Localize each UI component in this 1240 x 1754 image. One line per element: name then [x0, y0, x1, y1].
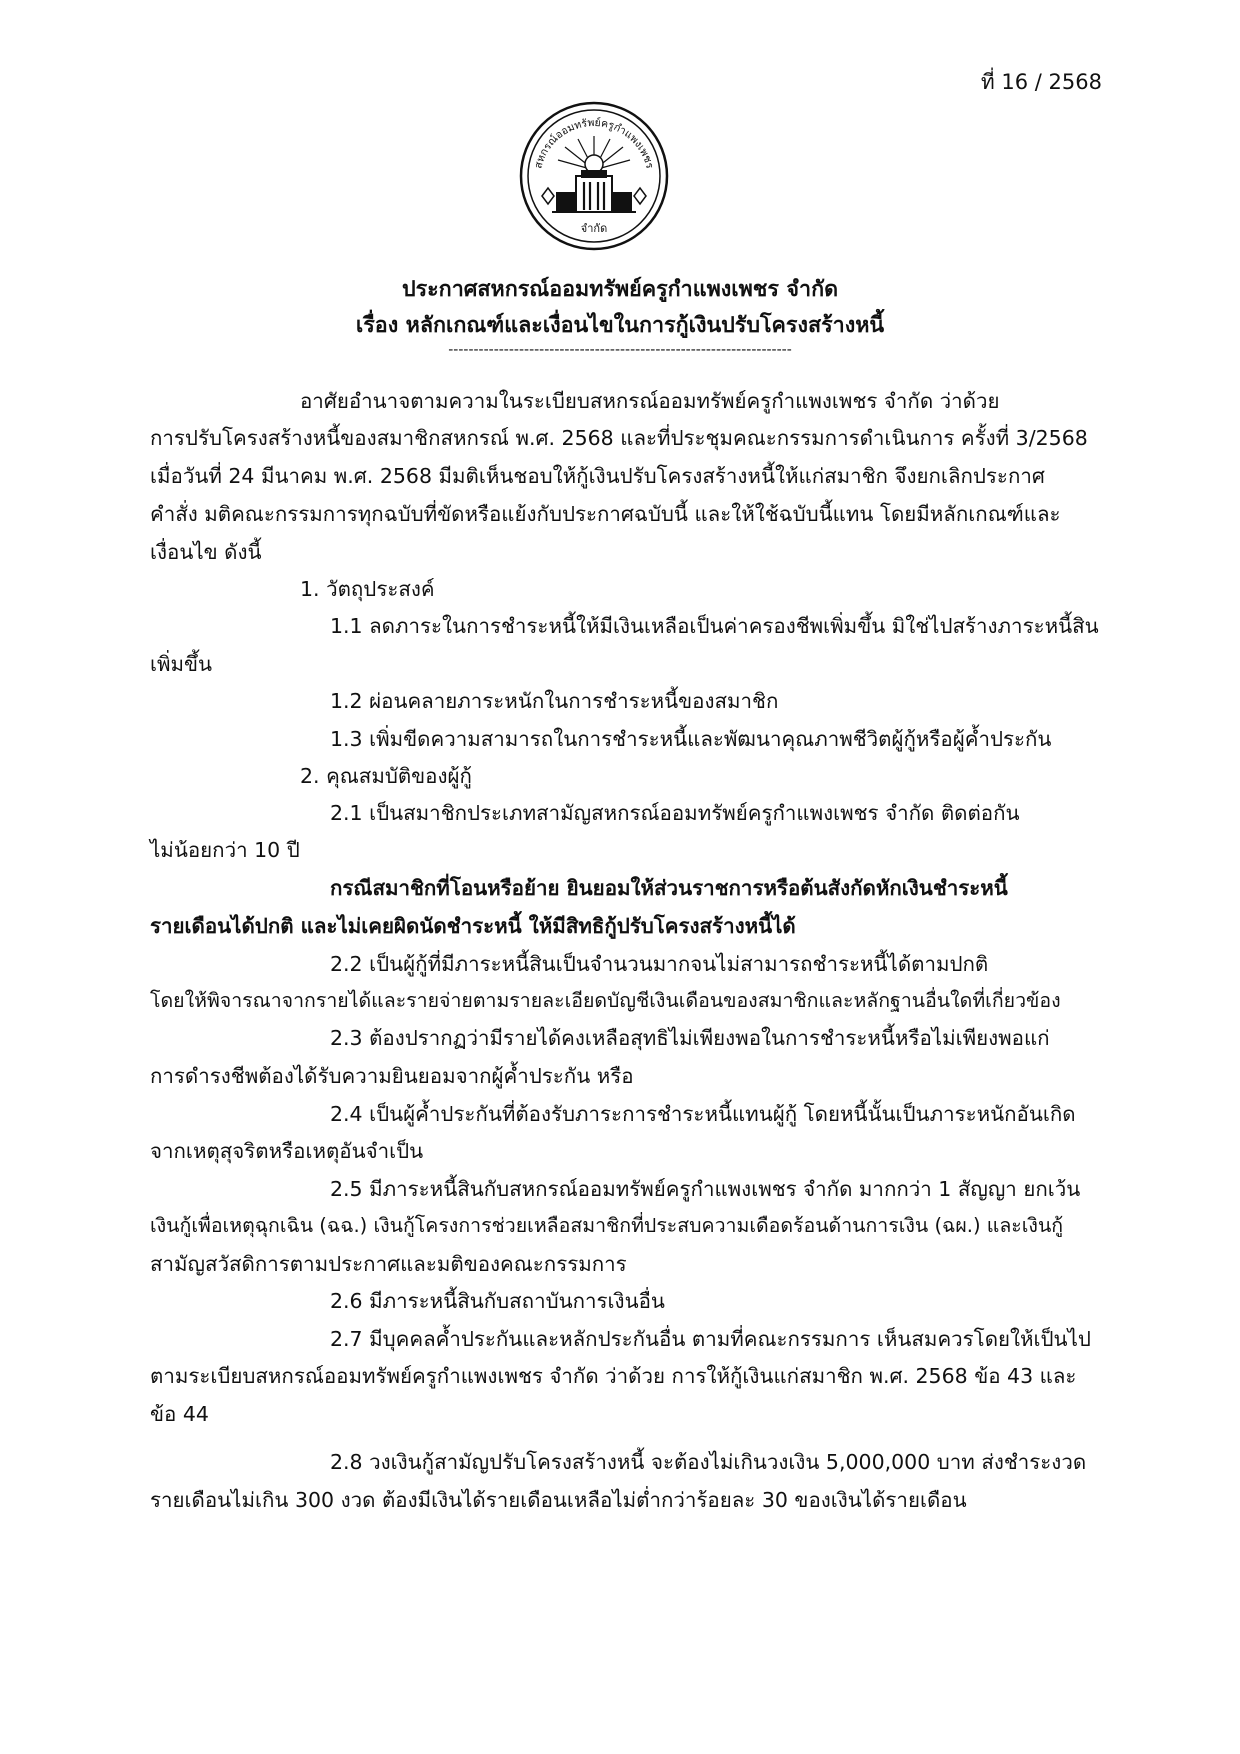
list-item-continuation: โดยให้พิจารณาจากรายได้และรายจ่ายตามรายละเอียดบัญชีเงินเดือนของสมาชิกและหลักฐานอื่นใดที่เกี่ยวข้อง: [150, 989, 1061, 1012]
list-item: 2.1 เป็นสมาชิกประเภทสามัญสหกรณ์ออมทรัพย์ครูกำแพงเพชร จำกัด ติดต่อกัน: [330, 801, 1020, 825]
announcement-title: ประกาศสหกรณ์ออมทรัพย์ครูกำแพงเพชร จำกัด: [401, 277, 839, 302]
list-item-continuation: การดำรงชีพต้องได้รับความยินยอมจากผู้ค้ำประกัน หรือ: [150, 1064, 634, 1088]
list-item-continuation: ตามระเบียบสหกรณ์ออมทรัพย์ครูกำแพงเพชร จำกัด ว่าด้วย การให้กู้เงินแก่สมาชิก พ.ศ. 2568 ข้อ 43 และ: [150, 1364, 1077, 1388]
cooperative-seal-icon: [518, 100, 670, 252]
list-item: 2.3 ต้องปรากฏว่ามีรายได้คงเหลือสุทธิไม่เพียงพอในการชำระหนี้หรือไม่เพียงพอแก่: [330, 1026, 1050, 1050]
paragraph-line: การปรับโครงสร้างหนี้ของสมาชิกสหกรณ์ พ.ศ. 2568 และที่ประชุมคณะกรรมการดำเนินการ ครั้งที่ 3/2568: [150, 426, 1088, 450]
list-item: 2.8 วงเงินกู้สามัญปรับโครงสร้างหนี้ จะต้องไม่เกินวงเงิน 5,000,000 บาท ส่งชำระงวด: [330, 1450, 1087, 1474]
list-item: 2.2 เป็นผู้กู้ที่มีภาระหนี้สินเป็นจำนวนมากจนไม่สามารถชำระหนี้ได้ตามปกติ: [330, 952, 989, 976]
bold-note: กรณีสมาชิกที่โอนหรือย้าย ยินยอมให้ส่วนราชการหรือต้นสังกัดหักเงินชำระหนี้: [330, 876, 1008, 900]
announcement-subject: เรื่อง หลักเกณฑ์และเงื่อนไขในการกู้เงินปรับโครงสร้างหนี้: [355, 313, 885, 338]
list-item-continuation: ข้อ 44: [150, 1402, 209, 1426]
seal-text-top: สหกรณ์ออมทรัพย์ครูกำแพงเพชร: [532, 116, 656, 170]
section-heading: 1. วัตถุประสงค์: [300, 577, 435, 601]
list-item: 1.1 ลดภาระในการชำระหนี้ให้มีเงินเหลือเป็นค่าครองชีพเพิ่มขึ้น มิใช่ไปสร้างภาระหนี้สิน: [330, 614, 1099, 638]
paragraph-line: คำสั่ง มติคณะกรรมการทุกฉบับที่ขัดหรือแย้งกับประกาศฉบับนี้ และให้ใช้ฉบับนี้แทน โดยมีหลักเกณฑ์และ: [150, 502, 1061, 526]
list-item: 1.2 ผ่อนคลายภาระหนักในการชำระหนี้ของสมาชิก: [330, 689, 779, 713]
list-item-continuation: สามัญสวัสดิการตามประกาศและมติของคณะกรรมการ: [150, 1252, 627, 1276]
paragraph-line: เงื่อนไข ดังนี้: [150, 540, 262, 564]
list-item: 1.3 เพิ่มขีดความสามารถในการชำระหนี้และพัฒนาคุณภาพชีวิตผู้กู้หรือผู้ค้ำประกัน: [330, 727, 1052, 751]
paragraph-line: อาศัยอำนาจตามความในระเบียบสหกรณ์ออมทรัพย์ครูกำแพงเพชร จำกัด ว่าด้วย: [300, 389, 1000, 413]
list-item: 2.6 มีภาระหนี้สินกับสถาบันการเงินอื่น: [330, 1289, 665, 1313]
list-item-continuation: เพิ่มขึ้น: [150, 652, 213, 676]
list-item-continuation: ไม่น้อยกว่า 10 ปี: [150, 838, 300, 862]
title-separator: --------------------------------------------------------------------: [448, 342, 792, 358]
paragraph-line: เมื่อวันที่ 24 มีนาคม พ.ศ. 2568 มีมติเห็นชอบให้กู้เงินปรับโครงสร้างหนี้ให้แก่สมาชิก จึงยกเลิกประกาศ: [150, 464, 1045, 488]
list-item: 2.4 เป็นผู้ค้ำประกันที่ต้องรับภาระการชำระหนี้แทนผู้กู้ โดยหนี้นั้นเป็นภาระหนักอันเกิด: [330, 1102, 1076, 1126]
list-item-continuation: รายเดือนไม่เกิน 300 งวด ต้องมีเงินได้รายเดือนเหลือไม่ต่ำกว่าร้อยละ 30 ของเงินได้รายเดือน: [150, 1488, 967, 1512]
bold-note: รายเดือนได้ปกติ และไม่เคยผิดนัดชำระหนี้ ให้มีสิทธิกู้ปรับโครงสร้างหนี้ได้: [150, 914, 796, 938]
section-heading: 2. คุณสมบัติของผู้กู้: [300, 764, 472, 788]
list-item-continuation: เงินกู้เพื่อเหตุฉุกเฉิน (ฉฉ.) เงินกู้โครงการช่วยเหลือสมาชิกที่ประสบความเดือดร้อนด้านการเงิน (ฉผ.) และเงินกู้: [150, 1214, 1064, 1237]
seal-text-bottom: จำกัด: [580, 222, 608, 235]
list-item-continuation: จากเหตุสุจริตหรือเหตุอันจำเป็น: [150, 1139, 424, 1163]
document-number: ที่ 16 / 2568: [980, 70, 1102, 94]
list-item: 2.5 มีภาระหนี้สินกับสหกรณ์ออมทรัพย์ครูกำแพงเพชร จำกัด มากกว่า 1 สัญญา ยกเว้น: [330, 1177, 1081, 1201]
list-item: 2.7 มีบุคคลค้ำประกันและหลักประกันอื่น ตามที่คณะกรรมการ เห็นสมควรโดยให้เป็นไป: [330, 1327, 1091, 1351]
